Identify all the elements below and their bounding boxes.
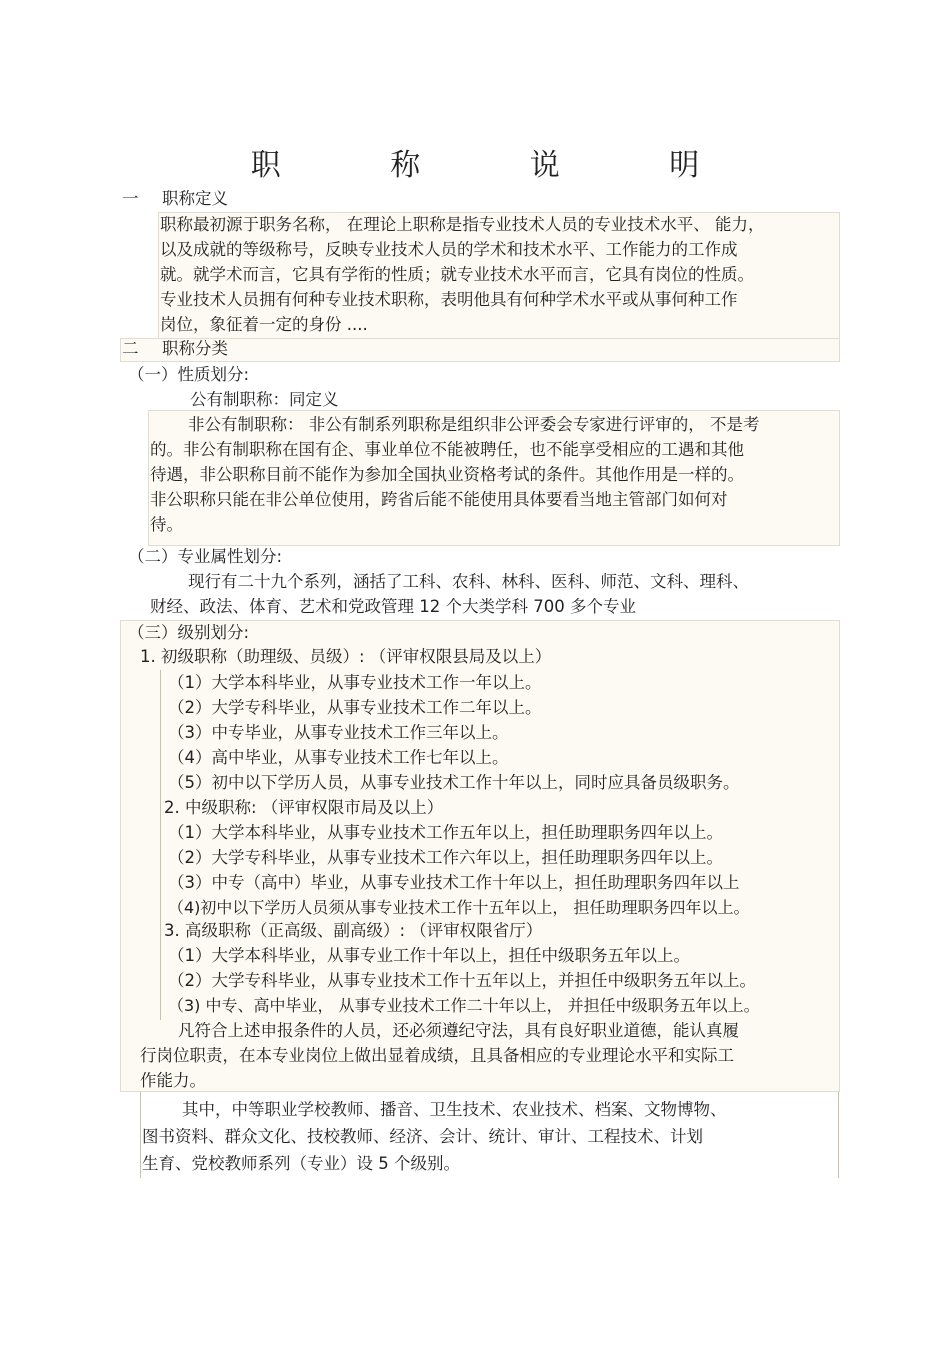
senior-item: （1）大学本科毕业，从事专业工作十年以上，担任中级职务五年以上。	[168, 946, 690, 965]
section-2-number: 二	[122, 339, 139, 358]
section-2-heading: 职称分类	[162, 339, 228, 358]
senior-item: （3) 中专、高中毕业， 从事专业技术工作二十年以上， 并担任中级职务五年以上。	[168, 996, 760, 1015]
junior-item: （5）初中以下学历人员，从事专业技术工作十年以上，同时应具备员级职务。	[168, 773, 740, 792]
attribute-line: 财经、政法、体育、艺术和党政管理 12 个大类学科 700 多个专业	[150, 597, 636, 616]
closing-line: 凡符合上述申报条件的人员，还必须遵纪守法，具有良好职业道德，能认真履	[178, 1021, 739, 1040]
nonpublic-line: 待。	[150, 515, 183, 534]
attribute-line: 现行有二十九个系列，涵括了工科、农科、林科、医科、师范、文科、理科、	[188, 572, 749, 591]
section-1-heading: 职称定义	[162, 189, 228, 208]
junior-item: （1）大学本科毕业，从事专业技术工作一年以上。	[168, 673, 542, 692]
closing-line: 行岗位职责，在本专业岗位上做出显着成绩，且具备相应的专业理论水平和实际工	[140, 1046, 734, 1065]
senior-item: （2）大学专科毕业，从事专业技术工作十五年以上，并担任中级职务五年以上。	[168, 971, 756, 990]
middle-heading: 2. 中级职称: （评审权限市局及以上）	[164, 798, 444, 817]
nonpublic-line: 的。非公有制职称在国有企、事业单位不能被聘任，也不能享受相应的工遇和其他	[150, 440, 744, 459]
junior-item: （4）高中毕业，从事专业技术工作七年以上。	[168, 748, 509, 767]
closing-line: 作能力。	[140, 1071, 206, 1090]
definition-line: 就。就学术而言，它具有学衔的性质；就专业技术水平而言，它具有岗位的性质。	[160, 265, 754, 284]
section-1-number: 一	[122, 189, 139, 208]
attribute-heading: （二）专业属性划分:	[128, 547, 283, 566]
definition-line: 专业技术人员拥有何种专业技术职称，表明他具有何种学术水平或从事何种工作	[160, 290, 738, 309]
level-divider-line	[160, 670, 161, 1020]
level-heading: （三）级别划分:	[128, 623, 250, 642]
classification-box	[120, 338, 840, 362]
page-title: 职 称 说 明	[250, 148, 750, 183]
junior-item: （2）大学专科毕业，从事专业技术工作二年以上。	[168, 698, 542, 717]
note-right-line	[838, 1092, 839, 1178]
note-left-line	[140, 1092, 141, 1178]
note-line: 图书资料、群众文化、技校教师、经济、会计、统计、审计、工程技术、计划	[142, 1127, 703, 1146]
public-title-line: 公有制职称：同定义	[190, 390, 339, 409]
nonpublic-line: 非公职称只能在非公单位使用，跨省后能不能使用具体要看当地主管部门如何对	[150, 490, 728, 509]
note-line: 其中，中等职业学校教师、播音、卫生技术、农业技术、档案、文物博物、	[182, 1100, 727, 1119]
junior-item: （3）中专毕业，从事专业技术工作三年以上。	[168, 723, 509, 742]
middle-item: （1）大学本科毕业，从事专业技术工作五年以上，担任助理职务四年以上。	[168, 823, 723, 842]
middle-item: （3）中专（高中）毕业，从事专业技术工作十年以上，担任助理职务四年以上	[168, 873, 740, 892]
senior-heading: 3. 高级职称（正高级、副高级）: （评审权限省厅）	[164, 921, 543, 940]
definition-line: 以及成就的等级称号，反映专业技术人员的学术和技术水平、工作能力的工作成	[160, 240, 738, 259]
definition-line: 岗位，象征着一定的身份 ....	[160, 315, 368, 334]
junior-heading: 1. 初级职称（助理级、员级）: （评审权限县局及以上）	[140, 647, 552, 666]
definition-line: 职称最初源于职务名称， 在理论上职称是指专业技术人员的专业技术水平、 能力，	[160, 215, 765, 234]
nonpublic-line: 非公有制职称： 非公有制系列职称是组织非公评委会专家进行评审的， 不是考	[188, 415, 760, 434]
nonpublic-line: 待遇，非公职称目前不能作为参加全国执业资格考试的条件。其他作用是一样的。	[150, 465, 744, 484]
middle-item: （4)初中以下学历人员须从事专业技术工作十五年以上， 担任助理职务四年以上。	[168, 898, 750, 917]
nature-heading: （一）性质划分:	[128, 365, 250, 384]
note-line: 生育、党校教师系列（专业）设 5 个级别。	[142, 1154, 460, 1173]
middle-item: （2）大学专科毕业，从事专业技术工作六年以上，担任助理职务四年以上。	[168, 848, 723, 867]
